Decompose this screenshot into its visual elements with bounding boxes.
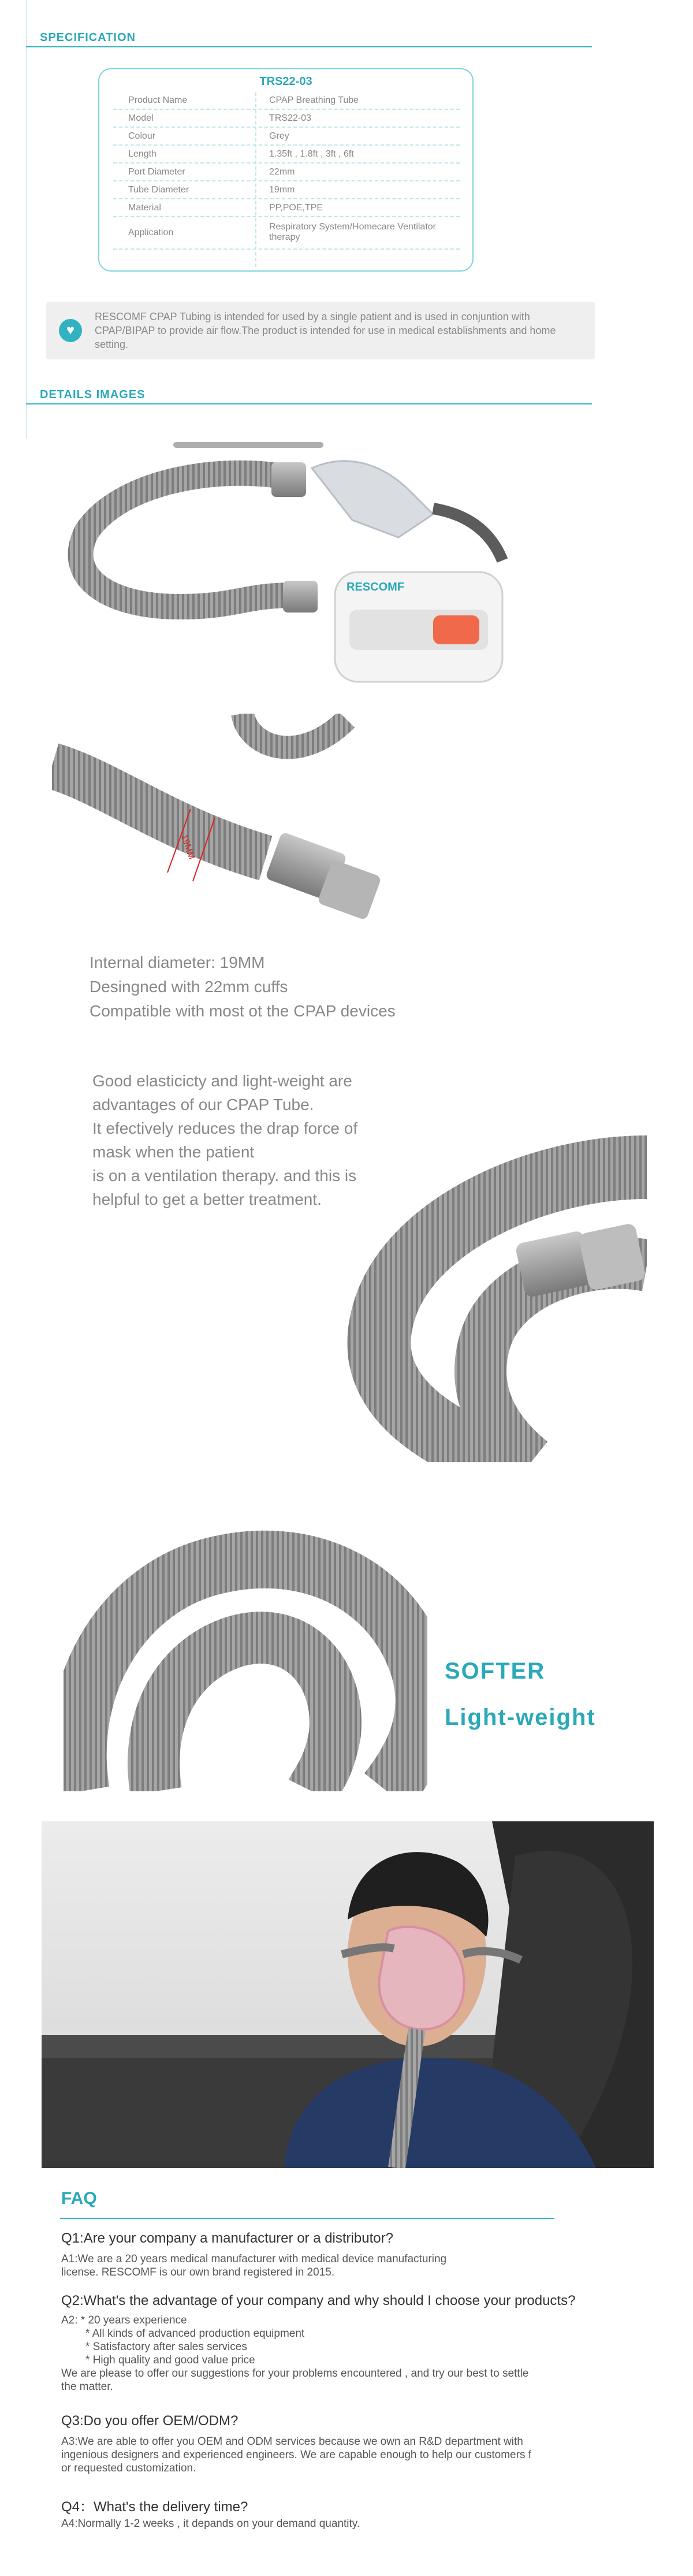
faq-answer-2 <box>61 2314 639 2393</box>
spec-key: Tube Diameter <box>128 185 189 195</box>
spec-key: Colour <box>128 131 156 141</box>
faq-answer-line: A4:Normally 1-2 weeks , it depands on your demand quantity. <box>61 2518 360 2530</box>
spec-key: Product Name <box>128 95 188 105</box>
tube-with-device-illustration <box>52 428 572 705</box>
spec-row <box>113 164 460 181</box>
heart-icon: ♥ <box>59 319 82 342</box>
left-guide-line <box>26 0 27 439</box>
diameter-line: Compatible with most ot the CPAP devices <box>90 1002 396 1020</box>
diameter-line: Desingned with 22mm cuffs <box>90 978 288 996</box>
faq-answer-line: * All kinds of advanced production equipment <box>85 2328 305 2340</box>
usage-notice <box>46 302 595 359</box>
specification-table <box>98 68 474 272</box>
spec-row <box>113 199 460 217</box>
faq-question-4: Q4：What's the delivery time? <box>61 2499 248 2515</box>
lightweight-label: Light-weight <box>445 1705 596 1730</box>
faq-divider <box>60 2218 554 2219</box>
spec-row <box>113 181 460 199</box>
elasticity-line: It efectively reduces the drap force of <box>92 1119 358 1137</box>
specification-heading-text: SPECIFICATION <box>40 31 136 44</box>
faq-answer-line: * High quality and good value price <box>85 2354 255 2366</box>
elasticity-line: is on a ventilation therapy. and this is <box>92 1167 357 1185</box>
spec-key: Model <box>128 113 154 123</box>
spec-key: Length <box>128 149 157 159</box>
spec-row <box>113 146 460 164</box>
faq-answer-line: ingenious designers and experienced engineers. We are capable enough to help our customers f <box>61 2449 532 2461</box>
faq-answer-1 <box>61 2252 639 2279</box>
details-heading-text: DETAILS IMAGES <box>40 388 146 401</box>
faq-answer-3 <box>61 2435 639 2475</box>
faq-answer-line: * Satisfactory after sales services <box>85 2341 247 2353</box>
spec-key: Port Diameter <box>128 167 185 177</box>
spec-row <box>113 92 460 110</box>
elasticity-line: Good elasticicty and light-weight are <box>92 1072 352 1090</box>
faq-answer-line: or requested customization. <box>61 2462 196 2474</box>
diameter-description <box>90 951 396 1023</box>
spec-table-title: TRS22-03 <box>259 75 312 88</box>
specification-heading <box>26 25 592 47</box>
faq-answer-line: A3:We are able to offer you OEM and ODM services because we own an R&D department with <box>61 2436 523 2448</box>
spec-value: Grey <box>269 131 289 141</box>
patient-photo-illustration <box>42 1821 654 2168</box>
spec-value: PP,POE,TPE <box>269 203 323 213</box>
tube-with-device-image <box>52 428 572 705</box>
spec-value: 19mm <box>269 185 295 195</box>
spec-row <box>113 128 460 146</box>
measure-label: 19MM <box>179 833 196 861</box>
device-brand-label: RESCOMF <box>346 581 404 593</box>
diameter-line: Internal diameter: 19MM <box>90 953 265 971</box>
faq-answer-line: A1:We are a 20 years medical manufacturer with medical device manufacturing <box>61 2253 447 2265</box>
device-power-button <box>433 615 479 644</box>
spec-value: 22mm <box>269 167 295 177</box>
faq-question-3: Q3:Do you offer OEM/ODM? <box>61 2413 239 2429</box>
faq-question-1: Q1:Are your company a manufacturer or a distributor? <box>61 2230 393 2246</box>
faq-answer-line: A2: * 20 years experience <box>61 2314 187 2326</box>
coiled-tube-illustration <box>312 1133 647 1462</box>
spec-value: TRS22-03 <box>269 113 311 123</box>
coiled-tube-image <box>312 1133 647 1462</box>
tube-closeup-illustration <box>52 714 410 945</box>
softer-tube-image <box>64 1485 427 1791</box>
tube-closeup-image <box>52 714 410 945</box>
elasticity-line: mask when the patient <box>92 1143 255 1161</box>
elasticity-line: helpful to get a better treatment. <box>92 1190 322 1208</box>
faq-answer-line: the matter. <box>61 2381 113 2393</box>
patient-wearing-mask-photo <box>42 1821 654 2168</box>
spec-key: Material <box>128 203 161 213</box>
elasticity-line: advantages of our CPAP Tube. <box>92 1096 314 1113</box>
usage-notice-text: RESCOMF CPAP Tubing is intended for used by a single patient and is used in conjuntion with CPAP/BIPAP to provide air flow.The product is intended for use in medical establishments and home setting. <box>95 311 556 350</box>
softer-tube-illustration <box>64 1485 427 1791</box>
faq-question-2: Q2:What's the advantage of your company and why should I choose your products? <box>61 2293 576 2308</box>
spec-value: 1.35ft , 1.8ft , 3ft , 6ft <box>269 149 354 159</box>
faq-answer-4 <box>61 2517 639 2530</box>
spec-row <box>113 110 460 128</box>
spec-value: CPAP Breathing Tube <box>269 95 359 105</box>
softer-label: SOFTER <box>445 1658 546 1684</box>
spec-row <box>113 217 460 250</box>
spec-key: Application <box>128 228 174 237</box>
details-heading <box>26 383 592 404</box>
faq-answer-line: license. RESCOMF is our own brand registered in 2015. <box>61 2266 335 2278</box>
spec-value: Respiratory System/Homecare Ventilator therapy <box>269 222 436 242</box>
faq-answer-line: We are please to offer our suggestions for your problems encountered , and try our best to settle <box>61 2367 529 2380</box>
faq-heading: FAQ <box>61 2189 97 2208</box>
